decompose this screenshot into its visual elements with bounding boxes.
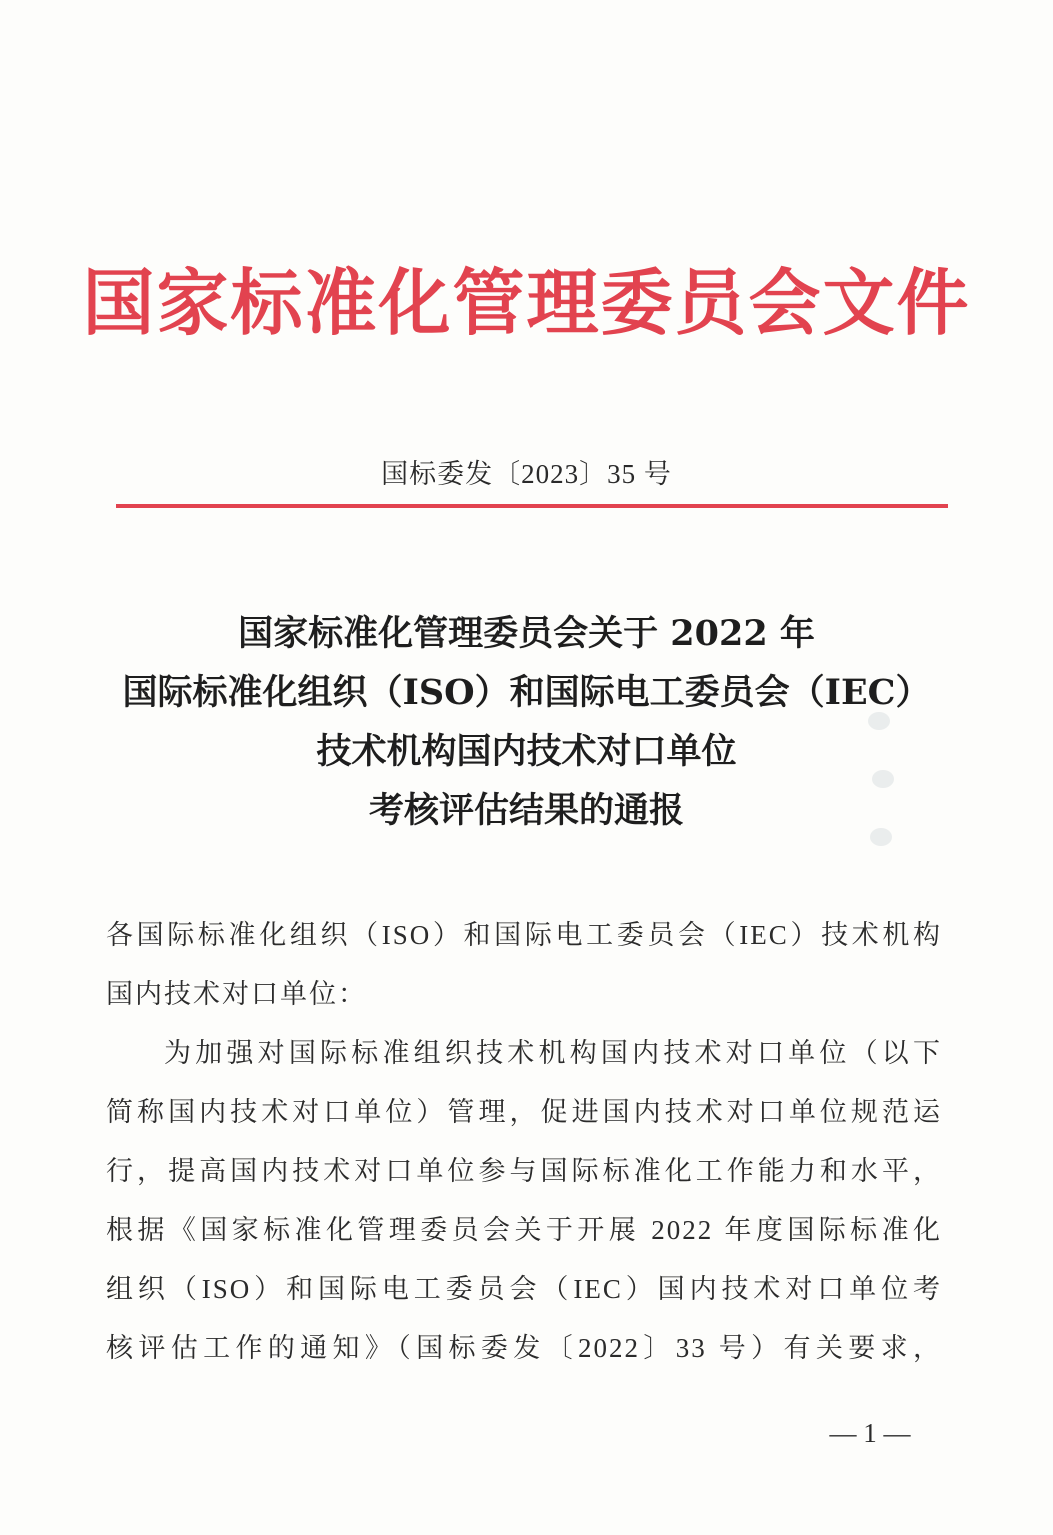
issuer-heading: 国家标准化管理委员会文件 (82, 260, 971, 345)
salutation-line: 国内技术对口单位： (106, 979, 367, 1009)
title-line: 技术机构国内技术对口单位 (316, 731, 737, 772)
title-line: 国家标准化管理委员会关于 2022 年 (238, 613, 815, 654)
title-line: 国际标准化组织（ISO）和国际电工委员会（IEC） (122, 672, 931, 713)
document-number: 国标委发〔2023〕35 号 (381, 459, 672, 489)
body-paragraph (106, 1024, 942, 1378)
salutation (106, 906, 942, 1024)
paragraph-line: 行，提高国内技术对口单位参与国际标准化工作能力和水平， (106, 1156, 942, 1186)
title-line: 考核评估结果的通报 (368, 790, 684, 831)
scan-smudge (870, 828, 892, 846)
document-title (0, 604, 1053, 840)
page-number: — 1 — (829, 1418, 911, 1448)
salutation-line: 各国际标准化组织（ISO）和国际电工委员会（IEC）技术机构 (106, 920, 942, 950)
paragraph-line: 根据《国家标准化管理委员会关于开展 2022 年度国际标准化 (106, 1215, 942, 1245)
paragraph-line: 组织（ISO）和国际电工委员会（IEC）国内技术对口单位考 (106, 1274, 942, 1304)
scan-smudge (872, 770, 894, 788)
red-divider (116, 504, 948, 508)
paragraph-line: 简称国内技术对口单位）管理，促进国内技术对口单位规范运 (106, 1097, 942, 1127)
scan-smudge (868, 712, 890, 730)
paragraph-line: 为加强对国际标准组织技术机构国内技术对口单位（以下 (164, 1038, 942, 1068)
paragraph-line: 核评估工作的通知》（国标委发〔2022〕33 号）有关要求， (106, 1333, 942, 1363)
